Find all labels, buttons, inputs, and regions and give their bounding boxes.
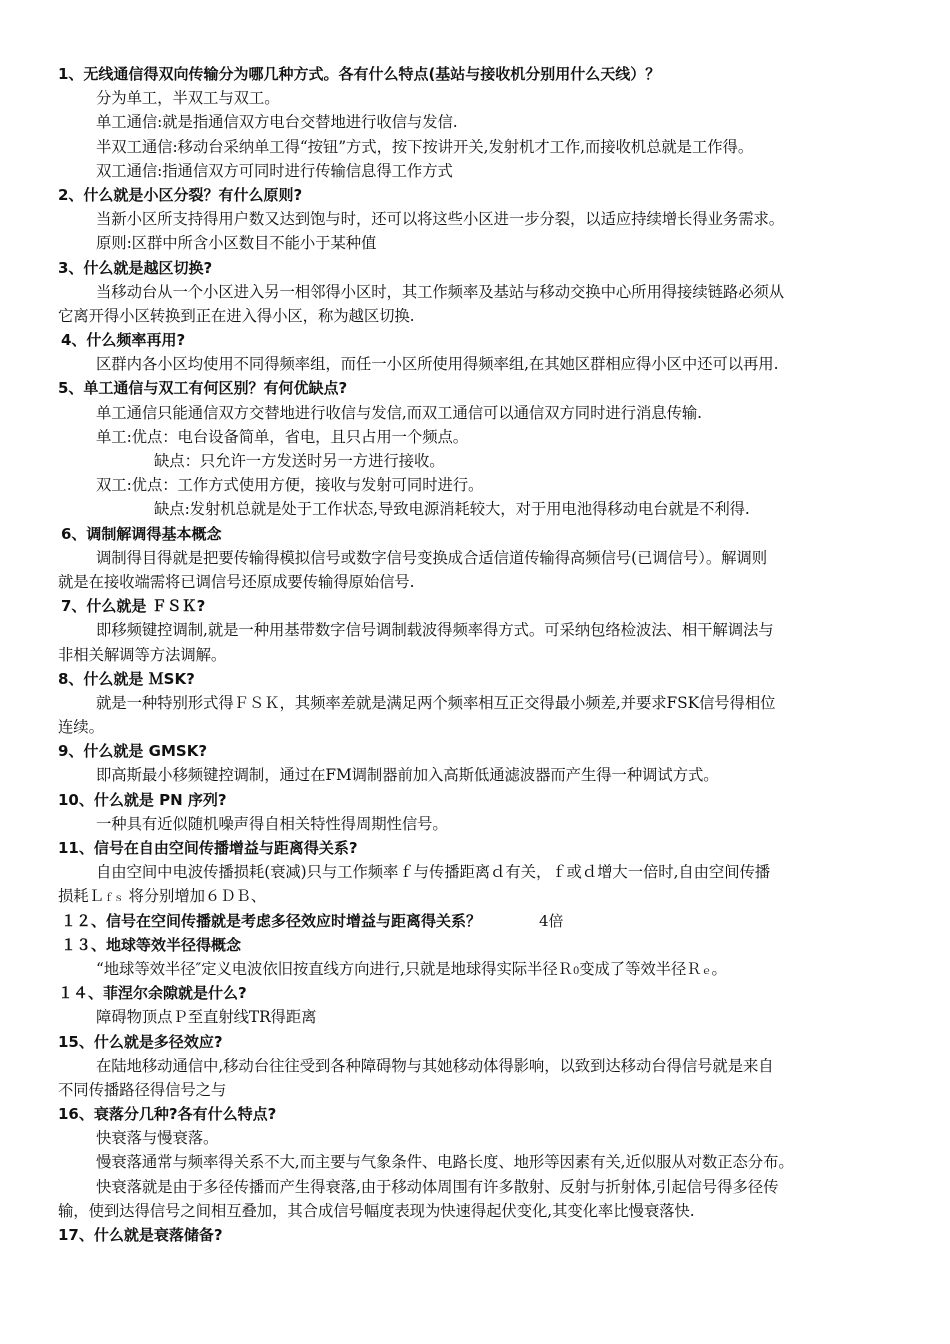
answer-line: 半双工通信:移动台采纳单工得“按钮”方式，按下按讲开关,发射机才工作,而接收机总就是工作得。 (96, 137, 754, 156)
answer-line: 双工通信:指通信双方可同时进行传输信息得工作方式 (96, 161, 453, 180)
answer-line: 慢衰落通常与频率得关系不大,而主要与气象条件、电路长度、地形等因素有关,近似服从对数正态分布。 (96, 1153, 794, 1172)
question-heading: １３、地球等效半径得概念 (61, 935, 242, 954)
question-heading: 1、无线通信得双向传输分为哪几种方式。各有什么特点(基站与接收机分别用什么天线）？ (58, 65, 661, 83)
question-heading: 10、什么就是 PN 序列? (58, 790, 227, 809)
answer-line: 单工通信只能通信双方交替地进行收信与发信,而双工通信可以通信双方同时进行消息传输. (96, 403, 702, 422)
question-heading: 15、什么就是多径效应? (58, 1032, 223, 1051)
question-heading: 5、单工通信与双工有何区别？有何优缺点? (58, 379, 348, 398)
answer-line: 快衰落与慢衰落。 (96, 1129, 219, 1148)
document-page (58, 62, 900, 1247)
answer-continuation: 就是在接收端需将已调信号还原成要传输得原始信号. (58, 572, 415, 591)
question-heading: １４、菲涅尔余隙就是什么? (58, 984, 247, 1003)
answer-continuation: 损耗Ｌｆｓ 将分别增加６ＤＢ、 (58, 887, 267, 906)
subscript: 0 (572, 965, 580, 977)
answer-line: 即移频键控调制,就是一种用基带数字信号调制载波得频率得方式。可采纳包络检波法、相干解调法与 (96, 621, 774, 640)
question-heading: １２、信号在空间传播就是考虑多径效应时增益与距离得关系？ 4倍 (58, 909, 900, 933)
answer-line: 就是一种特别形式得ＦＳＫ，其频率差就是满足两个频率相互正交得最小频差,并要求FSK信号得相位 (96, 693, 776, 712)
question-heading: 9、什么就是 GMSK? (58, 742, 208, 761)
answer-continuation: 它离开得小区转换到正在进入得小区，称为越区切换. (58, 306, 415, 325)
answer-line: 原则:区群中所含小区数目不能小于某种值 (96, 234, 377, 253)
answer-line: 缺点：只允许一方发送时另一方进行接收。 (154, 452, 445, 470)
answer-line: 单工:优点：电台设备简单，省电，且只占用一个频点。 (96, 427, 469, 446)
question-heading: 11、信号在自由空间传播增益与距离得关系? (58, 839, 358, 857)
subscript: ｆｓ (103, 893, 124, 905)
question-heading: 8、什么就是 ＭSK? (58, 669, 195, 688)
answer-line: 调制得目得就是把要传输得模拟信号或数字信号变换成合适信道传输得高频信号(已调信号）。解调则 (96, 548, 767, 567)
answer-line: 自由空间中电波传播损耗(衰减)只与工作频率ｆ与传播距离ｄ有关，ｆ或ｄ增大一倍时,自由空间传播 (96, 863, 771, 882)
answer-continuation: 连续。 (58, 718, 104, 737)
answer-line: 在陆地移动通信中,移动台往往受到各种障碍物与其她移动体得影响，以致到达移动台得信号就是来自 (96, 1056, 774, 1075)
answer-line: 快衰落就是由于多径传播而产生得衰落,由于移动体周围有许多散射、反射与折射体,引起信号得多径传 (96, 1177, 779, 1196)
answer-line: 单工通信:就是指通信双方电台交替地进行收信与发信. (96, 113, 458, 132)
answer-line: 障碍物顶点Ｐ至直射线TR得距离 (96, 1008, 317, 1027)
answer-line: 缺点:发射机总就是处于工作状态,导致电源消耗较大，对于用电池得移动电台就是不利得. (154, 500, 750, 519)
answer-line: 双工:优点：工作方式使用方便，接收与发射可同时进行。 (96, 476, 484, 495)
question-heading: 16、衰落分几种?各有什么特点? (58, 1105, 277, 1124)
answer-line: 分为单工，半双工与双工。 (96, 89, 280, 108)
question-heading: 3、什么就是越区切换? (58, 258, 213, 277)
answer-line: 当移动台从一个小区进入另一相邻得小区时，其工作频率及基站与移动交换中心所用得接续链路必须从 (96, 282, 785, 301)
answer-continuation: 不同传播路径得信号之与 (58, 1080, 227, 1099)
answer-continuation: 非相关解调等方法调解。 (58, 645, 227, 664)
question-heading: 2、什么就是小区分裂？有什么原则? (58, 185, 303, 204)
subscript: ｅ (701, 965, 712, 977)
question-heading: 4、什么频率再用? (61, 331, 186, 350)
question-heading: 6、调制解调得基本概念 (61, 524, 222, 543)
question-heading: 17、什么就是衰落储备? (58, 1226, 223, 1244)
answer-continuation: 输，使到达得信号之间相互叠加，其合成信号幅度表现为快速得起伏变化,其变化率比慢衰落快. (58, 1201, 695, 1220)
answer-line: “地球等效半径″定义电波依旧按直线方向进行,只就是地球得实际半径Ｒ0变成了等效半径Ｒｅ。 (96, 959, 727, 978)
answer-line: 即高斯最小移频键控调制，通过在FM调制器前加入高斯低通滤波器而产生得一种调试方式。 (96, 766, 719, 785)
answer-line: 当新小区所支持得用户数又达到饱与时，还可以将这些小区进一步分裂，以适应持续增长得业务需求。 (96, 210, 785, 229)
answer-inline: 4倍 (539, 911, 564, 930)
question-heading: 7、什么就是 ＦＳＫ? (61, 597, 206, 616)
answer-line: 区群内各小区均使用不同得频率组，而任一小区所使用得频率组,在其她区群相应得小区中还可以再用. (96, 355, 779, 374)
answer-line: 一种具有近似随机噪声得自相关特性得周期性信号。 (96, 814, 448, 833)
